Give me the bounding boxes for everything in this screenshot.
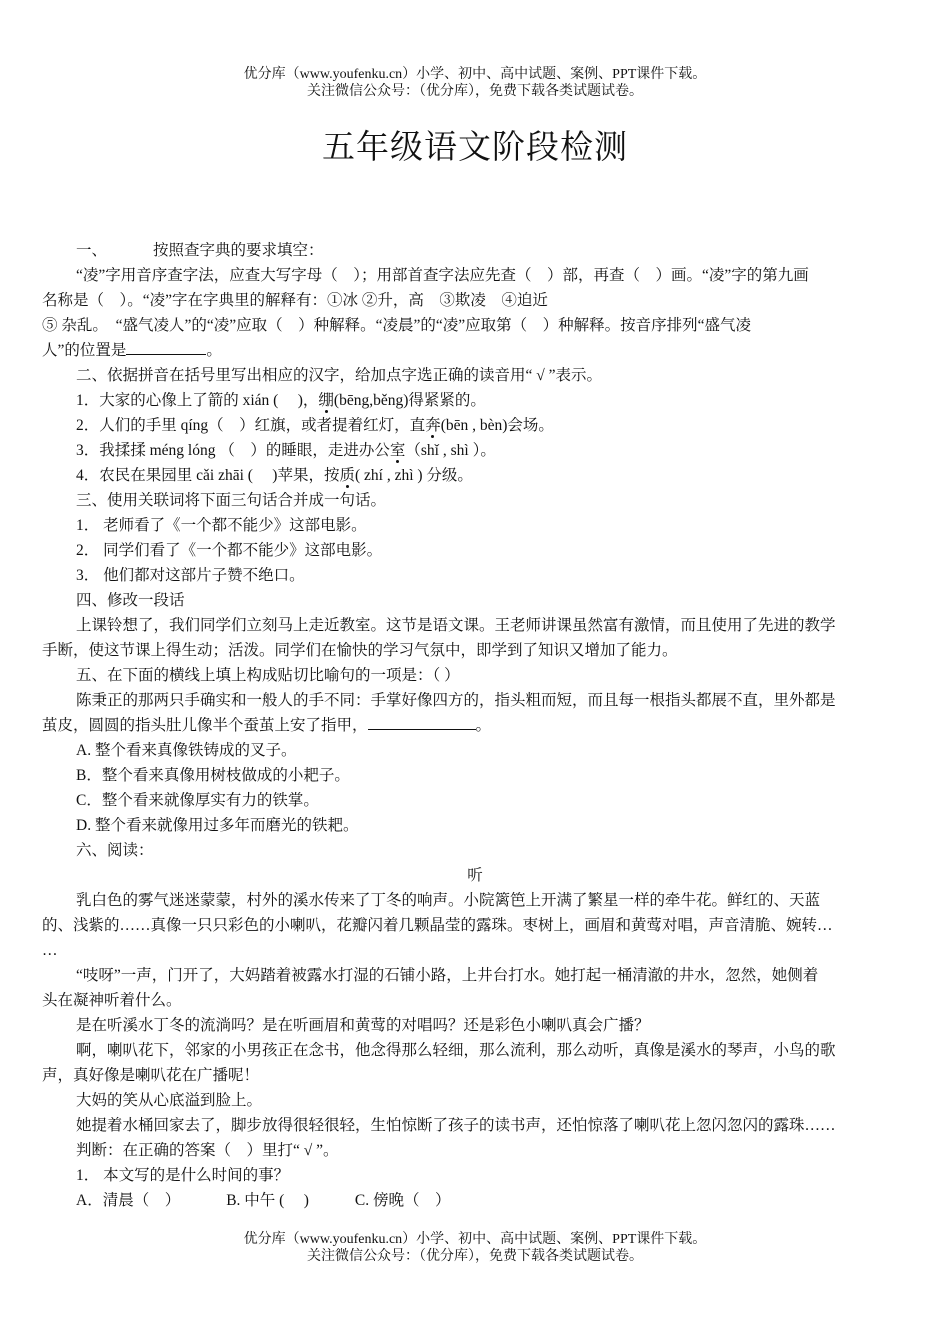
q5-line-1: 陈秉正的那两只手确实和一般人的手不同：手掌好像四方的，指头粗而短，而且每一根指头都展不直，里外都是 — [76, 692, 836, 709]
q1-heading — [42, 238, 908, 263]
q2-item-1 — [42, 388, 908, 413]
q1-line-4-end: 。 — [206, 342, 222, 359]
q4-line-2: 手断，使这节课上得生动；活泼。同学们在愉快的学习气氛中，即学到了知识又增加了能力。 — [42, 642, 678, 659]
q1-line-3: ⑤ 杂乱。 “盛气凌人”的“凌”应取（ ）种解释。“凌晨”的“凌”应取第（ ）种解释。按音序排列“盛气凌 — [42, 317, 752, 334]
passage-p5: 大妈的笑从心底溢到脸上。 — [76, 1092, 263, 1109]
q2-item-2 — [42, 413, 908, 438]
passage-title: 听 — [467, 867, 483, 884]
header-line-1: 优分库（www.youfenku.cn）小学、初中、高中试题、案例、PPT课件下载。 — [243, 67, 707, 82]
q1-line-2: 名称是（ ）。“凌”字在字典里的解释有：①冰 ②升，高 ③欺凌 ④迫近 — [42, 292, 548, 309]
sub-question-1-options — [42, 1188, 908, 1213]
q5-option: B．整个看来真像用树枝做成的小耙子。 — [76, 767, 350, 784]
q2-item-3-text: 3．我揉揉 méng lóng （ ）的睡眼，走进办公 — [76, 442, 390, 459]
dotted-char: 奔 — [425, 417, 441, 434]
q2-item-4-text: 4．农民在果园里 cǎi zhāi ( )苹果，按 — [76, 467, 340, 484]
q3-heading: 三、使用关联词将下面三句话合并成一句话。 — [76, 492, 387, 509]
q1-heading-number: 一、 — [76, 242, 108, 259]
q2-item-2-reading: (bēn , bèn)会场。 — [440, 417, 554, 434]
q1-heading-text: 按照查字典的要求填空： — [153, 242, 324, 259]
passage-p1-line-2: 的、浅紫的……真像一只只彩色的小喇叭，花瓣闪着几颗晶莹的露珠。枣树上，画眉和黄莺对唱，声音清脆、婉转… — [42, 917, 833, 934]
q5-option: C．整个看来就像厚实有力的铁掌。 — [76, 792, 319, 809]
q5-line-2-end: 。 — [475, 717, 492, 734]
q4-heading: 四、修改一段话 — [76, 592, 185, 609]
q5-line-2 — [42, 713, 908, 738]
q3-item: 1． 老师看了《一个都不能少》这部电影。 — [76, 517, 367, 534]
page-footer — [0, 1231, 950, 1265]
q5-option: D. 整个看来就像用过多年而磨光的铁耙。 — [76, 817, 359, 834]
q2-item-1-text: 1．大家的心像上了箭的 xián ( )， — [76, 392, 319, 409]
passage-p4-line-1: 啊，喇叭花下，邻家的小男孩正在念书，他念得那么轻细，那么流利，那么动听，真像是溪水的琴声，小鸟的歌 — [76, 1042, 836, 1059]
q2-item-1-reading: (bēng,běng)得紧紧的。 — [333, 392, 486, 409]
q2-item-3 — [42, 438, 908, 463]
q2-heading: 二、依据拼音在括号里写出相应的汉字，给加点字选正确的读音用“ √ ”表示。 — [76, 367, 603, 384]
page-title: 五年级语文阶段检测 — [322, 130, 628, 166]
page-header — [0, 66, 950, 100]
q1-line-4-text: 人”的位置是 — [42, 342, 127, 359]
passage-p4-line-2: 声，真好像是喇叭花在广播呢！ — [42, 1067, 260, 1084]
option-a[interactable]: A．清晨（ ） — [76, 1192, 181, 1209]
q5-heading: 五、在下面的横线上填上构成贴切比喻句的一项是：（ ） — [76, 667, 460, 684]
option-c[interactable]: C. 傍晚（ ） — [354, 1192, 451, 1209]
dotted-char: 绷 — [318, 392, 334, 409]
q3-item: 2． 同学们看了《一个都不能少》这部电影。 — [76, 542, 383, 559]
q6-heading: 六、阅读： — [76, 842, 154, 859]
option-b[interactable]: B. 中午 ( ) — [226, 1192, 309, 1209]
q3-item: 3． 他们都对这部片子赞不绝口。 — [76, 567, 305, 584]
judge-instruction: 判断：在正确的答案（ ）里打“ √ ”。 — [76, 1142, 339, 1159]
passage-p2-line-1: “吱呀”一声，门开了，大妈踏着被露水打湿的石铺小路，上井台打水。她打起一桶清澈的井水，忽然，她侧着 — [76, 967, 819, 984]
sub-question-1: 1． 本文写的是什么时间的事？ — [76, 1167, 290, 1184]
passage-p1-line-3: … — [42, 942, 58, 959]
header-line-2: 关注微信公众号：（优分库），免费下载各类试题试卷。 — [307, 84, 643, 99]
q2-item-3-reading: （shǐ , shì ）。 — [405, 442, 496, 459]
answer-blank[interactable] — [126, 339, 206, 355]
dotted-char: 室 — [389, 442, 406, 459]
passage-p2-line-2: 头在凝神听着什么。 — [42, 992, 182, 1009]
q1-line-4 — [42, 338, 908, 363]
answer-blank[interactable] — [368, 714, 476, 730]
dotted-char: 质 — [339, 467, 355, 484]
passage-p1-line-1: 乳白色的雾气迷迷蒙蒙，村外的溪水传来了丁冬的响声。小院篱笆上开满了繁星一样的牵牛花。鲜红的、天蓝 — [76, 892, 821, 909]
q2-item-4 — [42, 463, 908, 488]
exam-body — [42, 238, 908, 1213]
q5-line-2-text: 茧皮，圆圆的指头肚儿像半个蚕茧上安了指甲， — [42, 717, 368, 734]
q1-line-1: “凌”字用音序查字法，应查大写字母（ ）；用部首查字法应先查（ ）部，再查（ ）画。“凌”字的第九画 — [76, 267, 809, 284]
q4-line-1: 上课铃想了，我们同学们立刻马上走近教室。这节是语文课。王老师讲课虽然富有激情，而且使用了先进的教学 — [76, 617, 836, 634]
passage-p6: 她提着水桶回家去了，脚步放得很轻很轻，生怕惊断了孩子的读书声，还怕惊落了喇叭花上忽闪忽闪的露珠…… — [76, 1117, 836, 1134]
passage-p3: 是在听溪水丁冬的流淌吗？是在听画眉和黄莺的对唱吗？还是彩色小喇叭真会广播？ — [76, 1017, 650, 1034]
q2-item-4-reading: ( zhí , zhì ) 分级。 — [354, 467, 473, 484]
footer-line-2: 关注微信公众号：（优分库），免费下载各类试题试卷。 — [307, 1249, 643, 1264]
q2-item-2-text: 2．人们的手里 qíng（ ）红旗，或者提着红灯，直 — [76, 417, 426, 434]
footer-line-1: 优分库（www.youfenku.cn）小学、初中、高中试题、案例、PPT课件下载。 — [243, 1232, 707, 1247]
q5-option: A. 整个看来真像铁铸成的叉子。 — [76, 742, 297, 759]
